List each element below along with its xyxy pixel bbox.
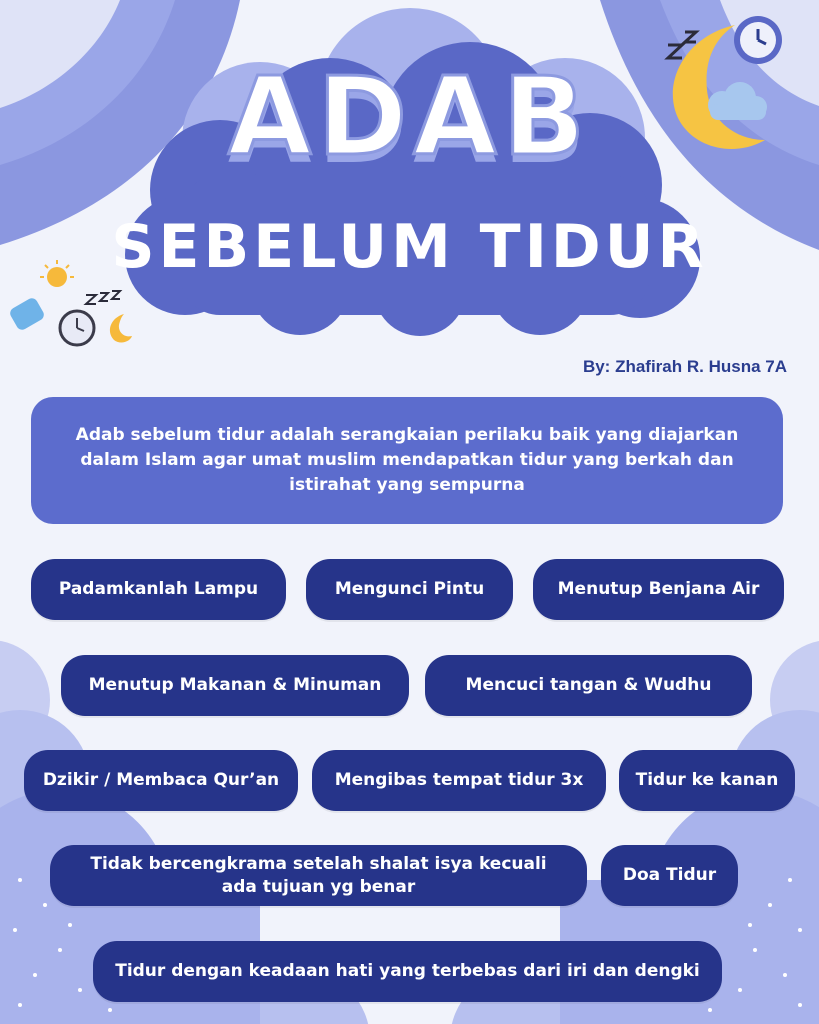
- item-menutup-makanan: Menutup Makanan & Minuman: [61, 655, 409, 716]
- item-mencuci-tangan: Mencuci tangan & Wudhu: [425, 655, 752, 716]
- item-tidak-bercengkrama: Tidak bercengkrama setelah shalat isya kecuali ada tujuan yg benar: [50, 845, 587, 906]
- pillow-icon: [8, 296, 46, 332]
- alarm-clock-icon: [60, 311, 94, 345]
- page-title: ADAB: [227, 55, 592, 180]
- item-padamkan-lampu: Padamkanlah Lampu: [31, 559, 286, 620]
- item-mengibas-tempat-tidur: Mengibas tempat tidur 3x: [312, 750, 606, 811]
- item-menutup-bejana-air: Menutup Benjana Air: [533, 559, 784, 620]
- item-mengunci-pintu: Mengunci Pintu: [306, 559, 513, 620]
- zzz-icon: [86, 291, 120, 304]
- item-tidur-ke-kanan: Tidur ke kanan: [619, 750, 795, 811]
- item-dzikir: Dzikir / Membaca Qur’an: [24, 750, 298, 811]
- moon-icon: [110, 314, 132, 343]
- intro-box: [31, 397, 783, 524]
- item-doa-tidur: Doa Tidur: [601, 845, 738, 906]
- author-credit: By: Zhafirah R. Husna 7A: [582, 357, 787, 376]
- intro-text: Adab sebelum tidur adalah serangkaian perilaku baik yang diajarkan dalam Islam agar umat muslim mendapatkan tidur yang berkah dan istirahat yang sempurna: [75, 425, 739, 495]
- item-hati-bersih: Tidur dengan keadaan hati yang terbebas dari iri dan dengki: [93, 941, 722, 1002]
- page-subtitle: SEBELUM TIDUR: [111, 212, 708, 282]
